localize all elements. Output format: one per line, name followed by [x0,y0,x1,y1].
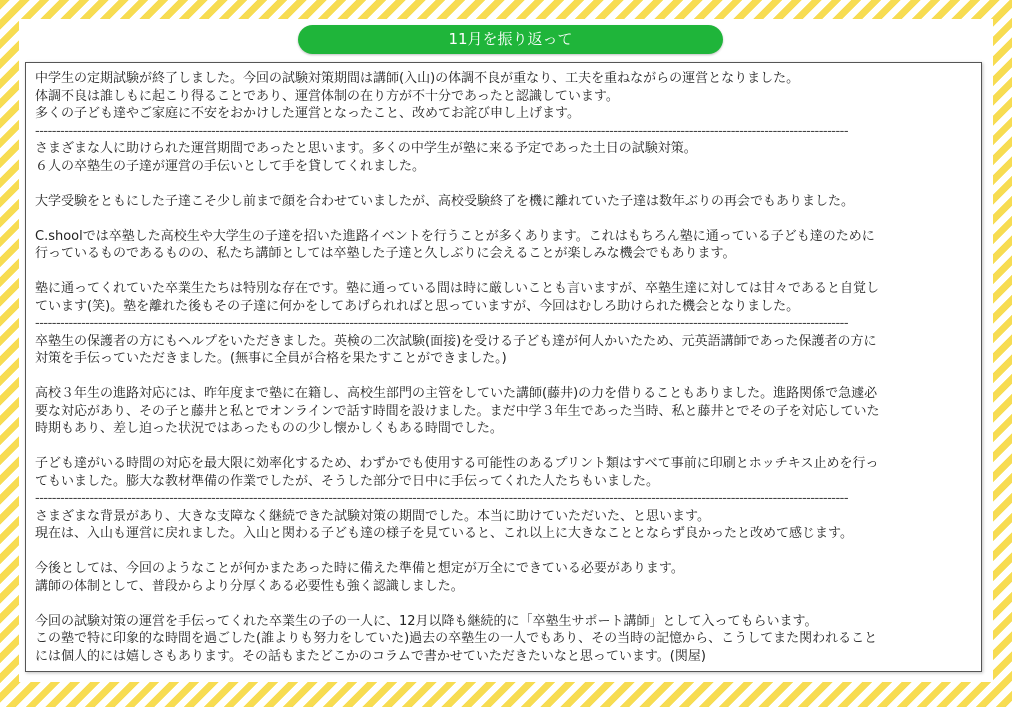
paragraph [35,613,973,666]
paragraph [35,455,973,490]
paragraph-gap [35,368,973,386]
paragraph [35,280,973,315]
text-line: てもいました。膨大な教材準備の作業でしたが、そうした部分で日中に手伝ってくれた人たちもいました。 [35,473,660,489]
paragraph-gap [35,210,973,228]
text-line: には個人的には嬉しさもあります。その話もまたどこかのコラムで書かせていただきたいなと思っています。(関屋) [35,648,706,664]
page-title: 11月を振り返って [298,25,723,54]
text-line: 塾に通ってくれていた卒業生たちは特別な存在です。塾に通っている間は時に厳しいことも言いますが、卒塾生達に対しては甘々であると自覚し [35,281,879,296]
text-line: C.shoolでは卒塾した高校生や大学生の子達を招いた進路イベントを行うことが多くあります。これはもちろん塾に通っている子ども達のために [35,228,875,244]
text-line: 体調不良は誰しもに起こり得ることであり、運営体制の在り方が不十分であったと認識しています。 [35,88,619,104]
paragraph-gap [35,438,973,456]
text-line: 今回の試験対策の運営を手伝ってくれた卒業生の子の一人に、12月以降も継続的に「卒塾生サポート講師」として入ってもらいます。 [35,613,818,629]
text-line: 現在は、入山も運営に戻れました。入山と関わる子ども達の様子を見ていると、これ以上に大きなこととならず良かったと改めて感じます。 [35,526,853,541]
text-line: さまざまな背景があり、大きな支障なく継続できた試験対策の期間でした。本当に助けていただいた、と思います。 [35,508,710,524]
text-line: 中学生の定期試験が終了しました。今回の試験対策期間は講師(入山)の体調不良が重なり、工夫を重ねながらの運営となりました。 [35,71,800,86]
paragraph [35,193,973,211]
text-line: 子ども達がいる時間の対応を最大限に効率化するため、わずかでも使用する可能性のあるプリント類はすべて事前に印刷とホッチキス止めを行っ [35,456,879,471]
text-line: 大学受験をともにした子達こそ少し前まで顔を合わせていましたが、高校受験終了を機に離れていた子達は数年ぶりの再会でもありました。 [35,193,855,209]
text-line: 要な対応があり、その子と藤井と私とでオンラインで話す時間を設けました。まだ中学３年生であった当時、私と藤井とでその子を対応していた [35,403,880,419]
section-divider: -------------------------------------------------------------------------------------------------------------------------------------------------------------------------------------------------- [35,316,849,331]
paragraph-gap [35,595,973,613]
text-line: ６人の卒塾生の子達が運営の手伝いとして手を貸してくれました。 [35,158,426,174]
text-line: 高校３年生の進路対応には、昨年度まで塾に在籍し、高校生部門の主管をしていた講師(藤井)の力を借りることもありました。進路関係で急遽必 [35,386,878,401]
paragraph [35,140,973,175]
paragraph [35,508,973,543]
paragraph [35,70,973,123]
section-divider: -------------------------------------------------------------------------------------------------------------------------------------------------------------------------------------------------- [35,491,849,506]
article-body [25,62,982,672]
text-line: 今後としては、今回のようなことが何かまたあった時に備えた準備と想定が万全にできている必要があります。 [35,561,684,576]
text-line: 対策を手伝っていただきました。(無事に全員が合格を果たすことができました。) [35,351,507,366]
paragraph [35,228,973,263]
text-line: この塾で特に印象的な時間を過ごした(誰よりも努力をしていた)過去の卒塾生の一人でもあり、その当時の記憶から、こうしてまた関われること [35,631,878,646]
text-line: 行っているものであるものの、私たち講師としては卒塾した子達と久しぶりに会えることが楽しみな機会でもあります。 [35,246,736,261]
paragraph [35,333,973,368]
text-line: 時期もあり、差し迫った状況ではあったものの少し懐かしくもある時間でした。 [35,421,503,436]
text-line: 多くの子ども達やご家庭に不安をおかけした運営となったこと、改めてお詫び申し上げます。 [35,106,580,121]
paragraph [35,560,973,595]
paragraph-gap [35,175,973,193]
text-line: 卒塾生の保護者の方にもヘルプをいただきました。英検の二次試験(面接)を受ける子ども達が何人かいたため、元英語講師であった保護者の方に [35,333,877,349]
paragraph-gap [35,263,973,281]
section-divider: -------------------------------------------------------------------------------------------------------------------------------------------------------------------------------------------------- [35,123,849,139]
text-line: さまざまな人に助けられた運営期間であったと思います。多くの中学生が塾に来る予定であった土日の試験対策。 [35,141,697,156]
text-line: 講師の体制として、普段からより分厚くある必要性も強く認識しました。 [35,578,464,594]
paragraph [35,385,973,438]
paragraph-gap [35,543,973,561]
text-line: ています(笑)。塾を離れた後もその子達に何かをしてあげられればと思っていますが、今回はむしろ助けられた機会となりました。 [35,298,800,314]
